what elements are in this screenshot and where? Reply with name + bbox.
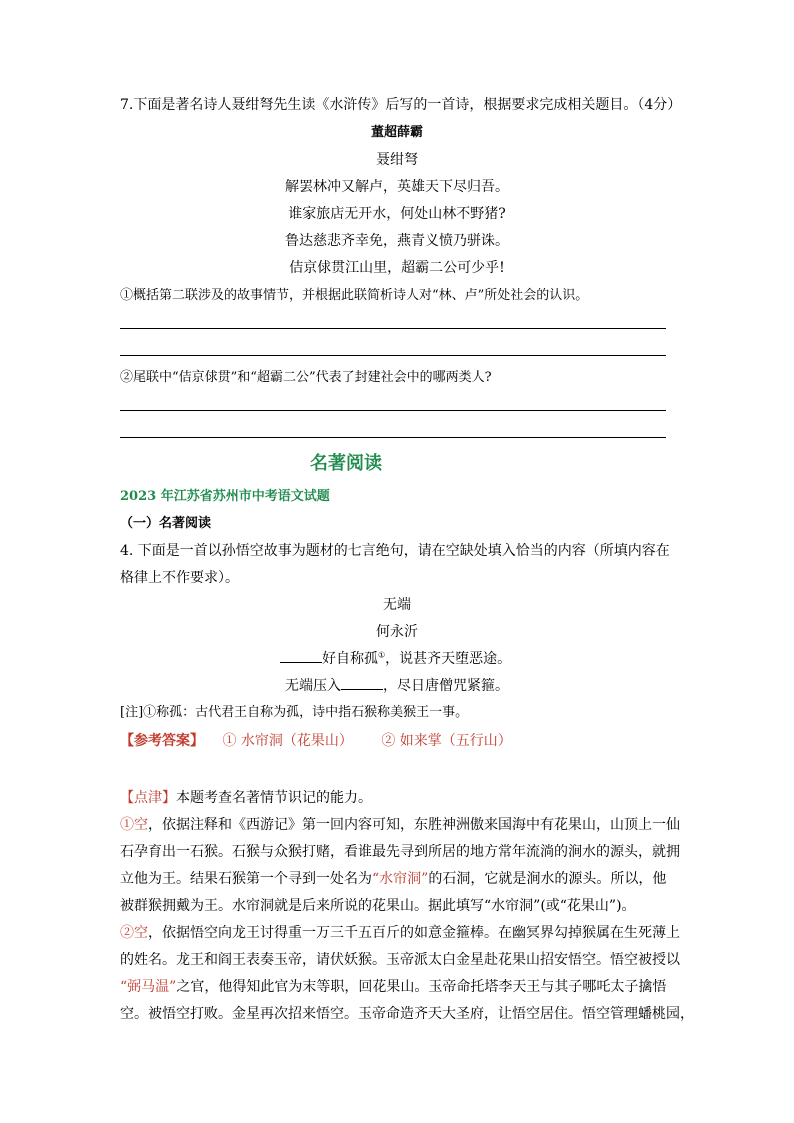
q4-prompt-line-2: 格律上不作要求）。 [120,570,239,586]
fill-blank-1[interactable] [280,650,322,663]
analysis-p1-line-3: 立他为王。结果石猴第一个寻到一处名为“水帘洞”的石洞，它就是涧水的源头。所以，他 [120,871,667,887]
analysis-p1-line-1: ①空，依据注释和《西游记》第一回内容可知，东胜神洲傲来国海中有花果山，山顶上一仙 [120,817,680,833]
answer-line[interactable] [120,328,666,329]
q7-poem-title: 董超薛霸 [370,125,423,140]
q4-poem-author: 何永沂 [376,624,418,640]
answer-2: ② 如来掌（五行山） [381,733,512,749]
answer-line[interactable] [120,355,666,356]
reference-answer [120,731,512,751]
part-heading: （一）名著阅读 [120,516,212,531]
q7-poem-author: 聂绀弩 [376,152,418,168]
q4-footnote: [注]①称孤：古代君王自称为孤，诗中指石猴称美猴王一事。 [120,705,469,720]
q7-poem-line-3: 鲁达慈悲齐幸免，燕青义愤乃骈诛。 [285,233,509,249]
analysis-label: 【点津】 [120,790,176,806]
analysis-p2-line-1: ②空，依据悟空向龙王讨得重一万三千五百斤的如意金箍棒。在幽冥界勾掉猴属在生死薄上 [120,925,680,941]
q4-prompt-line-1: 4. 下面是一首以孙悟空故事为题材的七言绝句，请在空缺处填入恰当的内容（所填内容在 [120,543,670,559]
answer-1: ① 水帘洞（花果山） [222,733,353,749]
analysis-p1-line-2: 石孕育出一石猴。石猴与众猴打赌，看谁最先寻到所居的地方常年流淌的涧水的源头，就拥 [120,844,680,860]
analysis-p2-line-4: 空。被悟空打败。金星再次招来悟空。玉帝命造齐天大圣府，让悟空居住。悟空管理蟠桃园， [120,1006,694,1022]
answer-line[interactable] [120,437,666,438]
q4-poem-line-1: 好自称孤①，说甚齐天堕恶途。 [280,649,511,669]
q7-poem-line-1: 解罢林冲又解卢，英雄天下尽归吾。 [285,179,509,195]
analysis-intro: 【点津】本题考查名著情节识记的能力。 [120,790,372,806]
q7-sub-question-1: ①概括第二联涉及的故事情节，并根据此联简析诗人对“林、卢”所处社会的认识。 [120,288,589,303]
q4-poem-line-2: 无端压入 ，尽日唐僧咒紧箍。 [285,678,509,694]
analysis-p1-line-4: 被群猴拥戴为王。水帘洞就是后来所说的花果山。据此填写“水帘洞”(或“花果山”)。 [120,898,636,914]
analysis-p2-line-2: 的姓名。龙王和阎王表奏玉帝，请伏妖猴。玉帝派太白金星赴花果山招安悟空。悟空被授以 [120,952,680,968]
q4-poem-title: 无端 [383,597,411,613]
answer-label: 【参考答案】 [120,733,204,749]
q7-sub-question-2: ②尾联中“佶京俅贯”和“超霸二公”代表了封建社会中的哪两类人? [120,370,492,385]
section-title: 名著阅读 [310,453,382,474]
q7-poem-line-2: 谁家旅店无开水，何处山林不野猪? [288,206,506,222]
q7-prompt: 7.下面是著名诗人聂绀弩先生读《水浒传》后写的一首诗，根据要求完成相关题目。（4分） [120,97,682,113]
q7-poem-line-4: 佶京俅贯江山里，超霸二公可少乎! [289,260,505,276]
answer-line[interactable] [120,410,666,411]
analysis-p2-line-3: “弼马温”之官，他得知此官为末等职，回花果山。玉帝命托塔李天王与其子哪吒太子擒悟 [120,979,667,995]
fill-blank-2[interactable] [341,677,383,690]
footnote-marker: ① [378,650,386,660]
exam-source: 2023 年江苏省苏州市中考语文试题 [120,489,330,504]
